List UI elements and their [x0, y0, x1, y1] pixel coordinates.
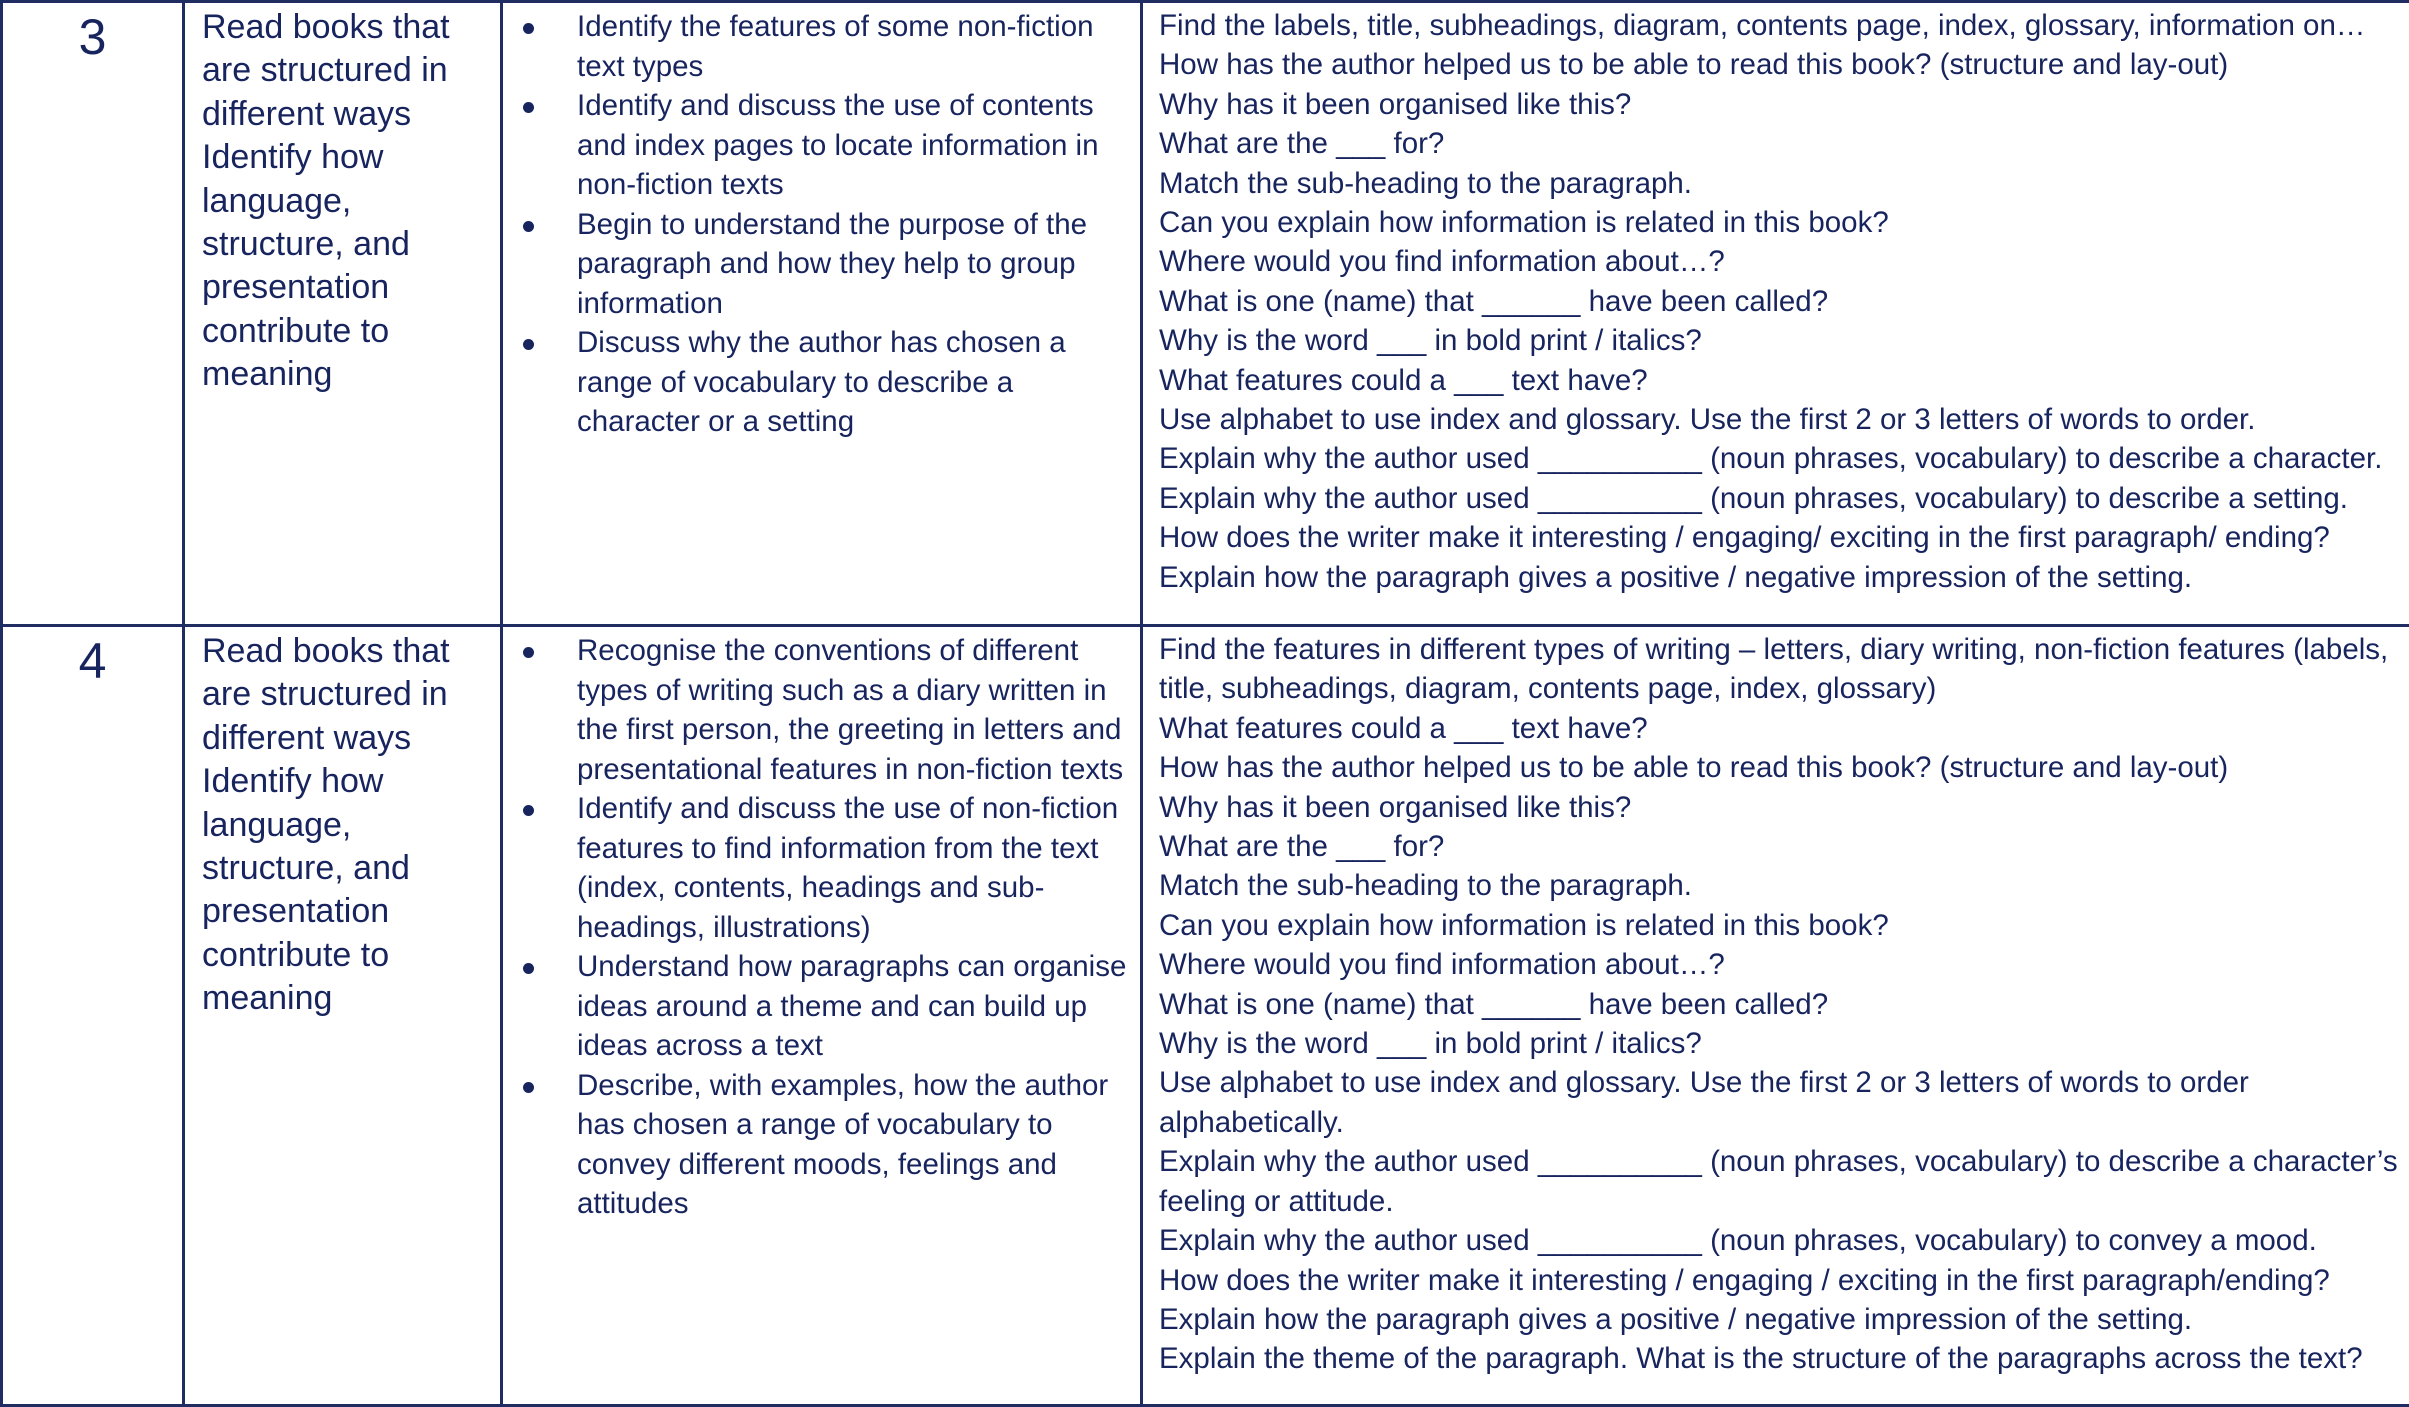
year-number: 3	[3, 3, 182, 67]
question-line: What features could a ___ text have?	[1159, 709, 2401, 748]
question-line: What is one (name) that ______ have been called?	[1159, 282, 2401, 321]
question-line: Explain why the author used __________ (noun phrases, vocabulary) to convey a mood.	[1159, 1221, 2401, 1260]
focus-line: contribute to	[202, 310, 490, 353]
question-line: Where would you find information about…?	[1159, 945, 2401, 984]
focus-line: contribute to	[202, 934, 490, 977]
objective-text: Identify the features of some non-fiction text types	[577, 10, 1094, 83]
question-line: Can you explain how information is related in this book?	[1159, 203, 2401, 242]
objective-text: Understand how paragraphs can organise ideas around a theme and can build up ideas across a text	[577, 950, 1126, 1062]
question-line: How has the author helped us to be able to read this book? (structure and lay-out)	[1159, 45, 2401, 84]
question-line: Why is the word ___ in bold print / italics?	[1159, 321, 2401, 360]
focus-line: presentation	[202, 890, 490, 933]
bullet-icon	[523, 102, 534, 113]
objective-text: Describe, with examples, how the author has chosen a range of vocabulary to convey different moods, feelings and attitudes	[577, 1069, 1108, 1221]
bullet-icon	[523, 23, 534, 34]
question-line: Why is the word ___ in bold print / italics?	[1159, 1024, 2401, 1063]
question-line: What are the ___ for?	[1159, 827, 2401, 866]
focus-line: meaning	[202, 353, 490, 396]
question-line: Explain why the author used __________ (noun phrases, vocabulary) to describe a setting.	[1159, 479, 2401, 518]
bullet-icon	[523, 1082, 534, 1093]
year-cell	[2, 626, 184, 1406]
list-item	[503, 205, 1130, 324]
focus-line: different ways	[202, 717, 490, 760]
question-line: Where would you find information about…?	[1159, 242, 2401, 281]
focus-line: presentation	[202, 266, 490, 309]
bullet-icon	[523, 963, 534, 974]
objective-text: Begin to understand the purpose of the paragraph and how they help to group information	[577, 208, 1087, 320]
year-number: 4	[3, 627, 182, 691]
question-line: Explain how the paragraph gives a positive / negative impression of the setting.	[1159, 1300, 2401, 1339]
year-cell	[2, 2, 184, 626]
bullet-icon	[523, 805, 534, 816]
focus-line: language,	[202, 804, 490, 847]
question-line: Match the sub-heading to the paragraph.	[1159, 866, 2401, 905]
bullet-icon	[523, 221, 534, 232]
question-line: What is one (name) that ______ have been called?	[1159, 985, 2401, 1024]
focus-line: Read books that	[202, 6, 490, 49]
question-line: Explain why the author used __________ (noun phrases, vocabulary) to describe a character’s feeling or attitude.	[1159, 1142, 2401, 1221]
table-row-year-4	[2, 626, 2409, 1406]
question-line: Why has it been organised like this?	[1159, 85, 2401, 124]
list-item	[503, 1066, 1130, 1224]
list-item	[503, 86, 1130, 205]
focus-line: structure, and	[202, 847, 490, 890]
question-line: Find the labels, title, subheadings, diagram, contents page, index, glossary, information on…	[1159, 6, 2401, 45]
question-line: Why has it been organised like this?	[1159, 788, 2401, 827]
objectives-cell	[502, 2, 1142, 626]
question-list	[1143, 627, 2409, 1379]
focus-line: Read books that	[202, 630, 490, 673]
list-item	[503, 7, 1130, 86]
list-item	[503, 631, 1130, 789]
questions-cell	[1142, 2, 2409, 626]
objectives-list	[503, 3, 1140, 442]
focus-line: are structured in	[202, 49, 490, 92]
question-line: Find the features in different types of writing – letters, diary writing, non-fiction features (labels, title, subheadings, diagram, contents page, index, glossary)	[1159, 630, 2401, 709]
question-line: Explain why the author used __________ (noun phrases, vocabulary) to describe a character.	[1159, 439, 2401, 478]
focus-text	[185, 3, 500, 397]
focus-line: Identify how	[202, 136, 490, 179]
question-line: What features could a ___ text have?	[1159, 361, 2401, 400]
focus-text	[185, 627, 500, 1021]
list-item	[503, 323, 1130, 442]
focus-line: Identify how	[202, 760, 490, 803]
question-line: Explain how the paragraph gives a positive / negative impression of the setting.	[1159, 558, 2401, 597]
bullet-icon	[523, 647, 534, 658]
objective-text: Recognise the conventions of different types of writing such as a diary written in the first person, the greeting in letters and presentational features in non-fiction texts	[577, 634, 1123, 786]
question-line: Explain the theme of the paragraph. What is the structure of the paragraphs across the text?	[1159, 1339, 2401, 1378]
table-row-year-3	[2, 2, 2409, 626]
list-item	[503, 789, 1130, 947]
bullet-icon	[523, 339, 534, 350]
focus-line: are structured in	[202, 673, 490, 716]
focus-cell	[184, 2, 502, 626]
question-line: Can you explain how information is related in this book?	[1159, 906, 2401, 945]
question-list	[1143, 3, 2409, 597]
objectives-list	[503, 627, 1140, 1224]
question-line: How does the writer make it interesting / engaging/ exciting in the first paragraph/ ending?	[1159, 518, 2401, 557]
questions-cell	[1142, 626, 2409, 1406]
question-line: How has the author helped us to be able to read this book? (structure and lay-out)	[1159, 748, 2401, 787]
question-line: What are the ___ for?	[1159, 124, 2401, 163]
focus-line: different ways	[202, 93, 490, 136]
focus-line: language,	[202, 180, 490, 223]
question-line: Use alphabet to use index and glossary. Use the first 2 or 3 letters of words to order.	[1159, 400, 2401, 439]
objective-text: Identify and discuss the use of contents and index pages to locate information in non-fiction texts	[577, 89, 1099, 201]
objective-text: Discuss why the author has chosen a range of vocabulary to describe a character or a setting	[577, 326, 1066, 438]
focus-line: structure, and	[202, 223, 490, 266]
objective-text: Identify and discuss the use of non-fiction features to find information from the text (index, contents, headings and sub-headings, illustrations)	[577, 792, 1118, 944]
list-item	[503, 947, 1130, 1066]
question-line: Use alphabet to use index and glossary. Use the first 2 or 3 letters of words to order alphabetically.	[1159, 1063, 2401, 1142]
objectives-cell	[502, 626, 1142, 1406]
question-line: How does the writer make it interesting / engaging / exciting in the first paragraph/ending?	[1159, 1261, 2401, 1300]
focus-cell	[184, 626, 502, 1406]
question-line: Match the sub-heading to the paragraph.	[1159, 164, 2401, 203]
focus-line: meaning	[202, 977, 490, 1020]
